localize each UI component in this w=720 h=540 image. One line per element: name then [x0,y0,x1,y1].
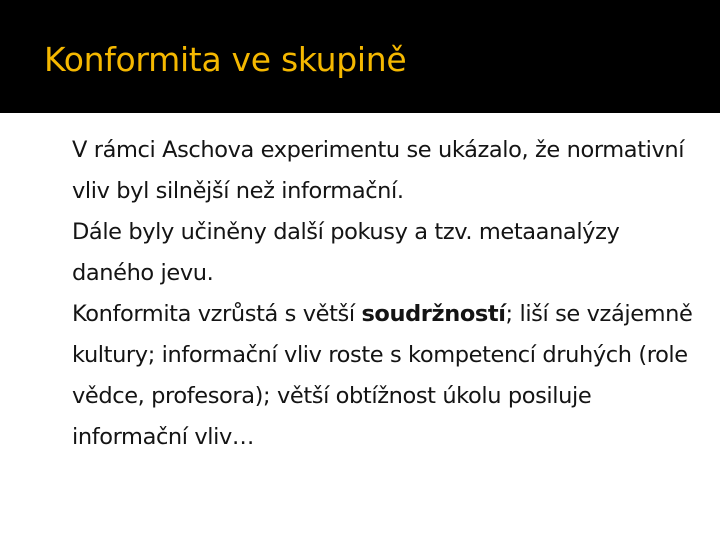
bullet-item [45,130,705,212]
bullet-item [45,294,705,458]
bullet-text: Dále byly učiněny další pokusy a tzv. metaanalýzy daného jevu. [72,219,620,286]
bullet-text-end: ; liší se vzájemně kultury; informační vliv roste s kompetencí druhých (role vědce, profesora); větší obtížnost úkolu posiluje informační vliv… [72,301,693,450]
bold-term: soudržností [361,301,506,327]
bullet-item [45,212,705,294]
bullet-text [72,294,705,458]
title-bar [0,0,720,113]
bullet-text: V rámci Aschova experimentu se ukázalo, že normativní vliv byl silnější než informační. [72,137,685,204]
slide-title: Konformita ve skupině [44,40,407,79]
bullet-text-start: Konformita vzrůstá s větší [72,301,362,327]
bullet-list [45,130,705,458]
